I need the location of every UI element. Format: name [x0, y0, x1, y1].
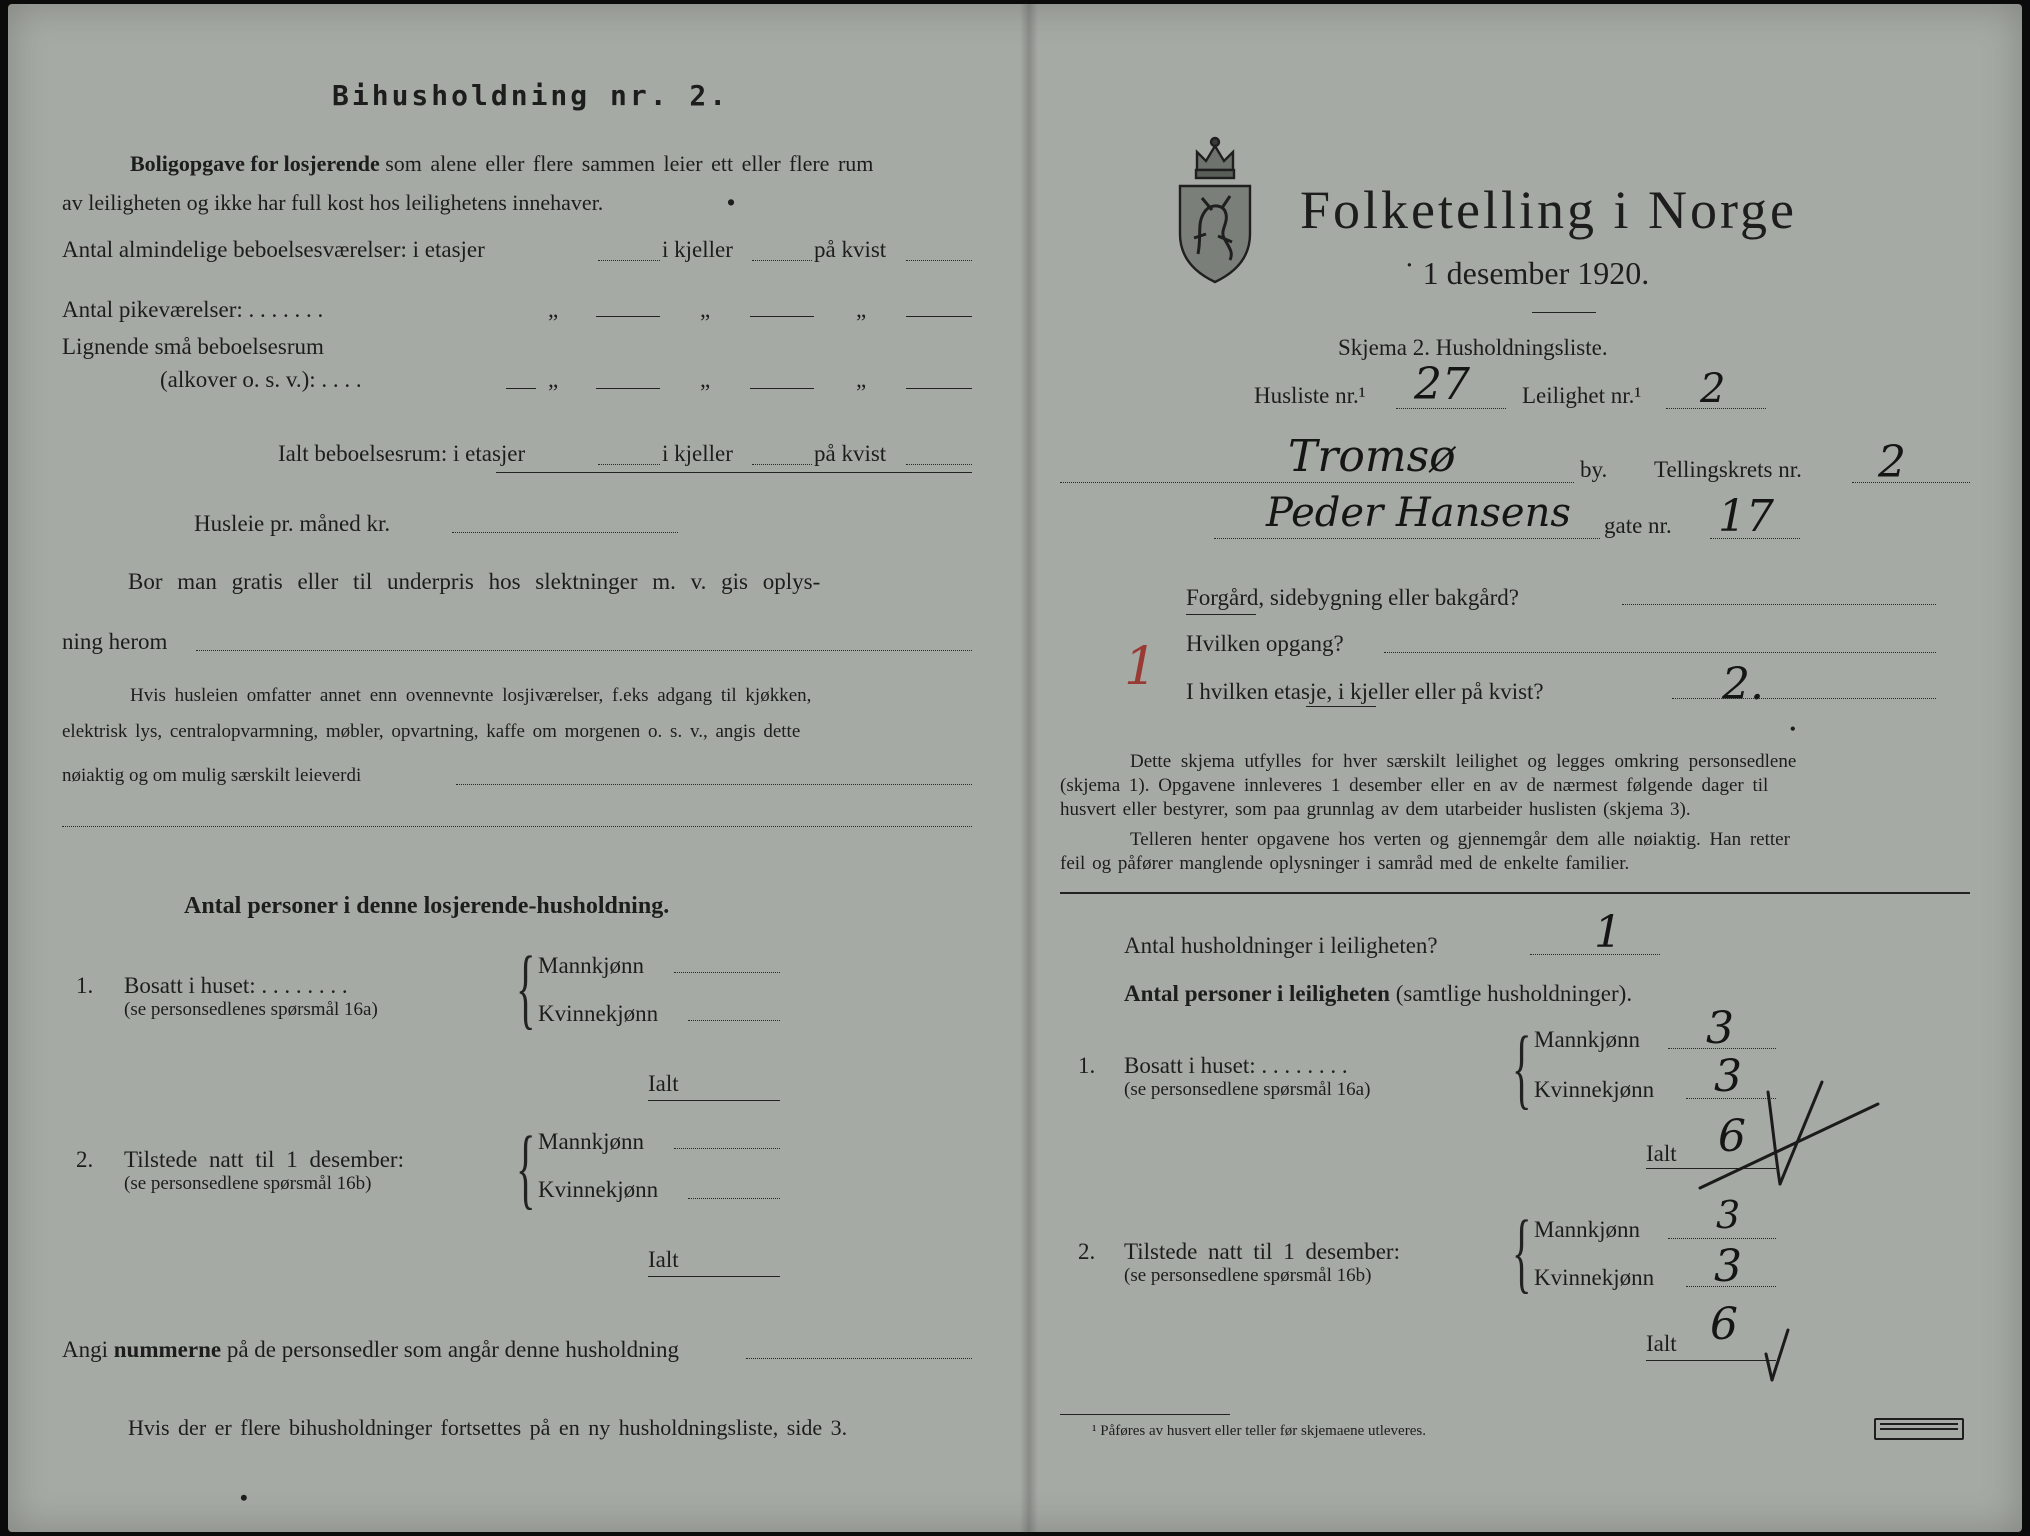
hw-gatenr: 17	[1718, 491, 1774, 542]
hvis-line-1: Hvis husleien omfatter annet enn ovennevnte losjiværelser, f.eks adgang til kjøkken,	[130, 685, 812, 706]
right-q2-kvinne: Kvinnekjønn	[1534, 1265, 1655, 1290]
krets-blank	[1852, 482, 1970, 483]
lign-ditto-3: „	[856, 367, 867, 392]
left-q1-ialt: Ialt	[648, 1071, 679, 1096]
lign-ditto-2: „	[700, 367, 711, 392]
hw-husliste: 27	[1414, 359, 1470, 410]
para1-line-2: (skjema 1). Opgavene innleveres 1 desember eller en av de nærmest følgende dager til	[1060, 775, 1769, 796]
ialt-underline	[496, 472, 972, 473]
hw-leilighet: 2	[1700, 366, 1726, 412]
pike-blank-3	[906, 316, 972, 317]
hw-q1-ialt: 6	[1718, 1111, 1746, 1162]
para1-line-3: husvert eller bestyrer, som paa grunnlag av dem utarbeider huslisten (skjema 3).	[1060, 799, 1691, 820]
hw-city: Tromsø	[1288, 431, 1456, 482]
intro-line-2: av leiligheten og ikke har full kost hos leilighetens innehaver.	[62, 190, 604, 215]
etasjer-blank	[598, 260, 660, 261]
opgang-blank	[1384, 652, 1936, 653]
hvis-line-2: elektrisk lys, centralopvarmning, møbler, opvartning, kaffe om morgenen o. s. v., angis dette	[62, 721, 801, 742]
husleie-blank	[452, 532, 678, 533]
angi-bold: nummerne	[113, 1337, 222, 1362]
left-q1-mann: Mannkjønn	[538, 953, 645, 978]
krets-label: Tellingskrets nr.	[1654, 457, 1802, 482]
kvist-label: på kvist	[814, 237, 887, 262]
left-q1-label: Bosatt i huset: . . . . . . . .	[124, 973, 348, 998]
forgard-label: Forgård, sidebygning eller bakgård?	[1186, 585, 1519, 610]
footnote-rule	[1060, 1414, 1230, 1415]
right-q1-ialt: Ialt	[1646, 1141, 1677, 1166]
leilighet-label: Leilighet nr.¹	[1522, 383, 1642, 408]
right-dot-mark: •	[1790, 721, 1796, 738]
pike-ditto-3: „	[856, 297, 867, 322]
check-2a	[1766, 1354, 1772, 1380]
lign-blank-3	[906, 388, 972, 389]
forgard-blank	[1622, 604, 1936, 605]
lign-blank-0	[506, 388, 536, 389]
angi-rest: på de personsedler som angår denne husholdning	[226, 1337, 680, 1362]
city-blank	[1060, 482, 1574, 483]
left-q1-num: 1.	[76, 973, 94, 998]
left-title: Bihusholdning nr. 2.	[332, 79, 730, 112]
by-label: by.	[1580, 457, 1608, 482]
forgard-underline	[1186, 614, 1256, 615]
ialt-kvist-blank	[906, 464, 972, 465]
left-q2-num: 2.	[76, 1147, 94, 1172]
norway-coat-of-arms-icon	[1172, 134, 1258, 286]
intro-line-1	[130, 150, 873, 178]
left-q1-kvinne: Kvinnekjønn	[538, 1001, 659, 1026]
hw-q2-kvinne: 3	[1714, 1241, 1742, 1292]
ialt-kvist-label: på kvist	[814, 441, 887, 466]
printer-stamp	[1874, 1418, 1964, 1440]
ialt-rum-label: Ialt beboelsesrum: i etasjer	[278, 441, 526, 466]
pike-blank-1	[596, 316, 660, 317]
left-q2-mann-blank	[674, 1148, 780, 1149]
cross-stroke	[1700, 1104, 1878, 1188]
street-blank	[1214, 538, 1600, 539]
title-rule	[1532, 312, 1596, 313]
right-q1-mann: Mannkjønn	[1534, 1027, 1641, 1052]
antal-pers-heading: Antal personer i denne losjerende-husholdning.	[184, 893, 670, 919]
para1-line-1: Dette skjema utfylles for hver særskilt leilighet og legges omkring personsedlene	[1130, 751, 1797, 772]
check-1a	[1768, 1092, 1780, 1184]
antal-pers-line	[1124, 980, 1632, 1008]
bor-line-1: Bor man gratis eller til underpris hos slektninger m. v. gis oplys-	[128, 569, 821, 594]
page-fold	[1020, 4, 1038, 1532]
right-q2-label: Tilstede natt til 1 desember:	[1124, 1239, 1400, 1264]
hw-q2-ialt: 6	[1710, 1299, 1738, 1350]
hw-hush: 1	[1594, 907, 1622, 958]
right-q2-sub: (se personsedlene spørsmål 16b)	[1124, 1265, 1372, 1286]
check-marks	[1680, 1060, 1880, 1390]
lign-blank-2	[750, 388, 814, 389]
para2-line-2: feil og påfører manglende oplysninger i samråd med de enkelte familier.	[1060, 853, 1630, 874]
skjema-label: Skjema 2. Husholdningsliste.	[1338, 335, 1608, 360]
intro-bold: Boligopgave for losjerende	[130, 151, 380, 176]
right-antal-pers-rest: (samtlige husholdninger).	[1395, 981, 1633, 1006]
antal-alm-label: Antal almindelige beboelsesværelser: i etasjer	[62, 237, 485, 262]
pike-ditto-2: „	[700, 297, 711, 322]
hvis-line-3: nøiaktig og om mulig særskilt leieverdi	[62, 765, 362, 786]
husliste-label: Husliste nr.¹	[1254, 383, 1366, 408]
pike-label: Antal pikeværelser: . . . . . . .	[62, 297, 324, 322]
right-q1-sub: (se personsedlene spørsmål 16a)	[1124, 1079, 1371, 1100]
hw-q2-mann: 3	[1716, 1193, 1741, 1237]
footnote: ¹ Påføres av husvert eller teller før skjemaene utleveres.	[1092, 1423, 1426, 1439]
left-q2-sub: (se personsedlene spørsmål 16b)	[124, 1173, 372, 1194]
pike-ditto-1: „	[548, 297, 559, 322]
kjeller-label: i kjeller	[662, 237, 733, 262]
opgang-label: Hvilken opgang?	[1186, 631, 1344, 656]
hw-margin-mark: 1	[1124, 637, 1158, 697]
left-q1-ialt-line	[648, 1100, 780, 1101]
hw-etasje: 2.	[1722, 659, 1764, 710]
right-antal-pers-bold: Antal personer i leiligheten	[1124, 981, 1390, 1006]
hw-q1-kvinne: 3	[1714, 1051, 1742, 1102]
right-q1-label: Bosatt i huset: . . . . . . . .	[1124, 1053, 1348, 1078]
right-q2-brace: {	[1512, 1203, 1532, 1302]
check-2b	[1772, 1330, 1788, 1380]
left-q1-brace: {	[516, 939, 536, 1038]
right-q1-brace: {	[1512, 1019, 1532, 1118]
ialt-kjeller-blank	[752, 464, 812, 465]
right-date-text: 1 desember 1920.	[1422, 255, 1650, 291]
right-q2-ialt: Ialt	[1646, 1331, 1677, 1356]
lign-label-2: (alkover o. s. v.): . . . .	[160, 367, 362, 392]
right-q1-num: 1.	[1078, 1053, 1096, 1078]
kvist-blank	[906, 260, 972, 261]
dot-mark: •	[727, 190, 736, 215]
husleie-label: Husleie pr. måned kr.	[194, 511, 391, 536]
angi-blank	[746, 1358, 972, 1359]
kjeller-blank	[752, 260, 812, 261]
left-q2-mann: Mannkjønn	[538, 1129, 645, 1154]
left-q2-kvinne-blank	[688, 1198, 780, 1199]
hvis-blank	[456, 784, 972, 785]
bor-line-2: ning herom	[62, 629, 168, 654]
lign-ditto-1: „	[548, 367, 559, 392]
angi-pre: Angi	[62, 1337, 108, 1362]
left-q2-label: Tilstede natt til 1 desember:	[124, 1147, 404, 1172]
etasje-blank	[1672, 698, 1936, 699]
hvis-blank-2	[62, 826, 972, 827]
left-q2-brace: {	[516, 1119, 536, 1218]
right-q2-mann: Mannkjønn	[1534, 1217, 1641, 1242]
intro-rest: som alene eller flere sammen leier ett eller flere rum	[385, 151, 874, 176]
right-q1-kvinne: Kvinnekjønn	[1534, 1077, 1655, 1102]
pike-blank-2	[750, 316, 814, 317]
gate-label: gate nr.	[1604, 513, 1672, 538]
antal-hush-label: Antal husholdninger i leiligheten?	[1124, 933, 1438, 958]
ialt-etasjer-blank	[598, 464, 660, 465]
etasje-underline	[1306, 706, 1376, 707]
hw-q1-mann: 3	[1706, 1003, 1734, 1054]
lign-label-1: Lignende små beboelsesrum	[62, 334, 324, 359]
right-title: Folketelling i Norge	[1300, 180, 1797, 240]
flere-note: Hvis der er flere bihusholdninger fortsettes på en ny husholdningsliste, side 3.	[128, 1415, 848, 1440]
left-q2-ialt: Ialt	[648, 1247, 679, 1272]
para2-line-1: Telleren henter opgavene hos verten og gjennemgår dem alle nøiaktig. Han retter	[1130, 829, 1790, 850]
bor-blank	[196, 650, 972, 651]
angi-line	[62, 1336, 679, 1364]
lign-blank-1	[596, 388, 660, 389]
right-section-rule	[1060, 892, 1970, 894]
right-q2-num: 2.	[1078, 1239, 1096, 1264]
left-q1-kvinne-blank	[688, 1020, 780, 1021]
hw-krets: 2	[1878, 437, 1906, 488]
left-q1-mann-blank	[674, 972, 780, 973]
ialt-kjeller-label: i kjeller	[662, 441, 733, 466]
right-date: ˙ 1 desember 1920.	[1404, 255, 1650, 291]
etasje-label: I hvilken etasje, i kjeller eller på kvist?	[1186, 679, 1544, 704]
left-q2-kvinne: Kvinnekjønn	[538, 1177, 659, 1202]
left-q1-sub: (se personsedlenes spørsmål 16a)	[124, 999, 378, 1020]
left-q2-ialt-line	[648, 1276, 780, 1277]
hw-street: Peder Hansens	[1266, 490, 1571, 536]
left-bottom-dot: •	[240, 1485, 248, 1510]
